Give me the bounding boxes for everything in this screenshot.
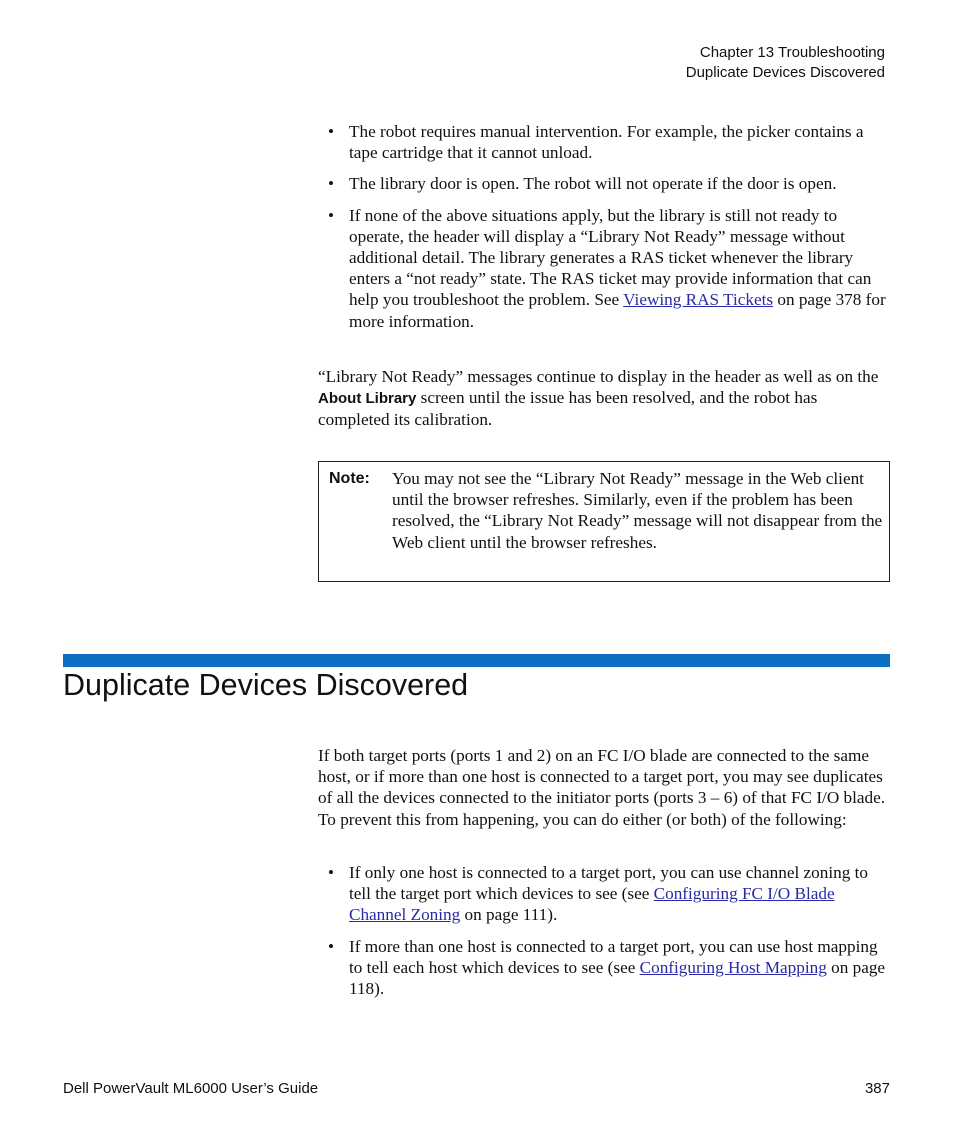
bullet-icon: •	[328, 936, 335, 956]
list-item	[318, 121, 890, 163]
list-item	[318, 936, 890, 1000]
list-item-text-before: If only one host is connected to a target port, you can use channel zoning to tell the target port which devices to see (see	[349, 863, 868, 904]
list-item	[318, 862, 890, 926]
list-item-text: The robot requires manual intervention. For example, the picker contains a tape cartridge that it cannot unload.	[349, 122, 864, 163]
note-box	[318, 461, 890, 582]
section-intro-paragraph: If both target ports (ports 1 and 2) on an FC I/O blade are connected to the same host, or if more than one host is connected to a target port, you may see duplicates of all the devices connected to the initiator ports (ports 3 – 6) of that FC I/O blade. To prevent this from happening, you can do either (or both) of the following:	[318, 746, 886, 829]
bullet-icon: •	[328, 174, 335, 194]
about-library-screen-name: About Library	[318, 390, 417, 408]
paragraph-text-after: screen until the issue has been resolved, and the robot has completed its calibration.	[318, 388, 818, 430]
configuring-channel-zoning-link[interactable]: Configuring FC I/O Blade Channel Zoning	[349, 884, 835, 925]
list-item-text-after: on page 118).	[349, 957, 886, 999]
top-bullet-list-block	[318, 121, 890, 342]
list-item	[318, 205, 890, 332]
footer-page-number: 387	[864, 1080, 890, 1097]
top-bullet-list	[318, 121, 890, 332]
running-header-chapter: Chapter 13 Troubleshooting	[699, 44, 885, 61]
note-label: Note:	[329, 470, 370, 487]
running-header	[686, 43, 885, 83]
note-text: You may not see the “Library Not Ready” message in the Web client until the browser refreshes. Similarly, even if the problem has been resolved, the “Library Not Ready” message will not disappear from the Web client until the browser refreshes.	[392, 469, 883, 552]
viewing-ras-tickets-link[interactable]: Viewing RAS Tickets	[623, 290, 774, 310]
bullet-icon: •	[328, 863, 335, 882]
section-intro-block	[318, 745, 890, 830]
library-not-ready-paragraph	[318, 366, 890, 431]
bullet-icon: •	[328, 205, 335, 225]
section-bullet-list-block	[318, 862, 890, 1009]
list-item-text-before: If more than one host is connected to a target port, you can use host mapping to tell each host which devices to see (see	[349, 936, 878, 977]
list-item-text: The library door is open. The robot will not operate if the door is open.	[349, 174, 837, 194]
list-item-text-after: on page 111).	[460, 905, 558, 925]
section-heading: Duplicate Devices Discovered	[63, 668, 469, 702]
configuring-host-mapping-link[interactable]: Configuring Host Mapping	[639, 957, 827, 977]
list-item-text-after: on page 378 for more information.	[349, 290, 886, 331]
bullet-icon: •	[328, 122, 335, 141]
list-item-text-before: If none of the above situations apply, but the library is still not ready to operate, the header will display a “Library Not Ready” message without additional detail. The library generates a RAS ticket whenever the library enters a “not ready” state. The RAS ticket may provide information that can help you troubleshoot the problem. See	[349, 205, 872, 310]
footer-document-title: Dell PowerVault ML6000 User’s Guide	[63, 1080, 319, 1097]
section-bullet-list	[318, 862, 890, 999]
paragraph-text-before: “Library Not Ready” messages continue to display in the header as well as on the	[318, 367, 879, 386]
running-header-section: Duplicate Devices Discovered	[685, 64, 885, 81]
list-item	[318, 173, 890, 194]
